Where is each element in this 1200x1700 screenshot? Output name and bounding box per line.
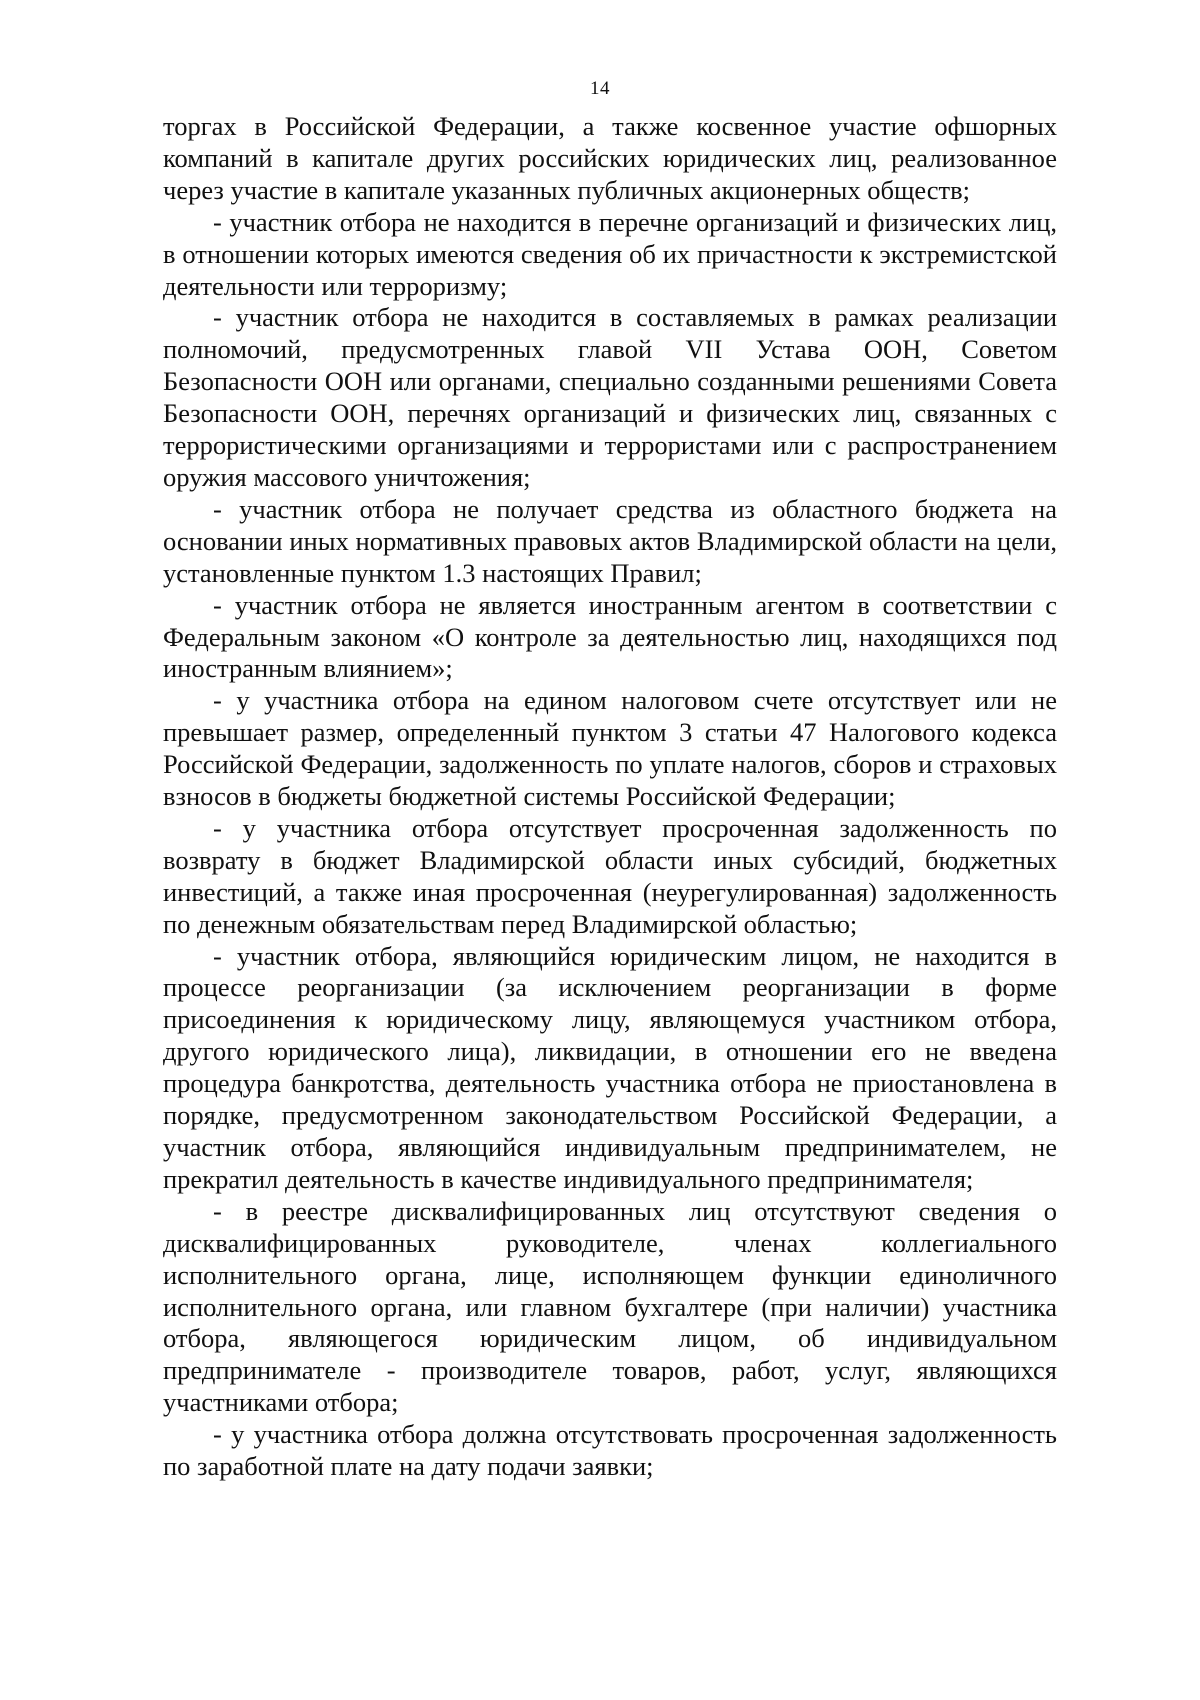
list-item-disqualified-persons: - в реестре дисквалифицированных лиц отсутствуют сведения о дисквалифицированных руководителе, членах коллегиального исполнительного органа, лице, исполняющем функции единоличного исполнительного органа, или главном бухгалтере (при наличии) участника отбора, являющегося юридическим лицом, об индивидуальном предпринимателе - производителе товаров, работ, услуг, являющихся участниками отбора;: [163, 1195, 1057, 1418]
list-item-wage-arrears: - у участника отбора должна отсутствовать просроченная задолженность по заработной плате на дату подачи заявки;: [163, 1419, 1057, 1482]
list-item-tax-debt: - у участника отбора на едином налоговом счете отсутствует или не превышает размер, определенный пунктом 3 статьи 47 Налогового кодекса Российской Федерации, задолженность по уплате налогов, сборов и страховых взносов в бюджеты бюджетной системы Российской Федерации;: [163, 685, 1057, 812]
list-item-foreign-agent: - участник отбора не является иностранным агентом в соответствии с Федеральным законом «О контроле за деятельностью лиц, находящихся под иностранным влиянием»;: [163, 589, 1057, 684]
page-number: 14: [590, 78, 610, 99]
paragraph-continuation: торгах в Российской Федерации, а также косвенное участие офшорных компаний в капитале других российских юридических лиц, реализованное через участие в капитале указанных публичных акционерных обществ;: [163, 111, 1057, 205]
list-item-overdue-budget-debt: - у участника отбора отсутствует просроченная задолженность по возврату в бюджет Владимирской области иных субсидий, бюджетных инвестиций, а также иная просроченная (неурегулированная) задолженность по денежным обязательствам перед Владимирской областью;: [163, 812, 1057, 939]
list-item-un-sanctions-list: - участник отбора не находится в составляемых в рамках реализации полномочий, предусмотренных главой VII Устава ООН, Советом Безопасности ООН или органами, специально созданными решениями Совета Безопасности ООН, перечнях организаций и физических лиц, связанных с террористическими организациями и террористами или с распространением оружия массового уничтожения;: [163, 302, 1057, 492]
list-item-regional-budget-funds: - участник отбора не получает средства из областного бюджета на основании иных нормативных правовых актов Владимирской области на цели, установленные пунктом 1.3 настоящих Правил;: [163, 493, 1057, 588]
list-item-extremism-list: - участник отбора не находится в перечне организаций и физических лиц, в отношении которых имеются сведения об их причастности к экстремистской деятельности или терроризму;: [163, 206, 1057, 301]
document-body: [163, 111, 1057, 1483]
list-item-reorganization-bankruptcy: - участник отбора, являющийся юридическим лицом, не находится в процессе реорганизации (за исключением реорганизации в форме присоединения к юридическому лицу, являющемуся участником отбора, другого юридического лица), ликвидации, в отношении его не введена процедура банкротства, деятельность участника отбора не приостановлена в порядке, предусмотренном законодательством Российской Федерации, а участник отбора, являющийся индивидуальным предпринимателем, не прекратил деятельность в качестве индивидуального предпринимателя;: [163, 940, 1057, 1194]
